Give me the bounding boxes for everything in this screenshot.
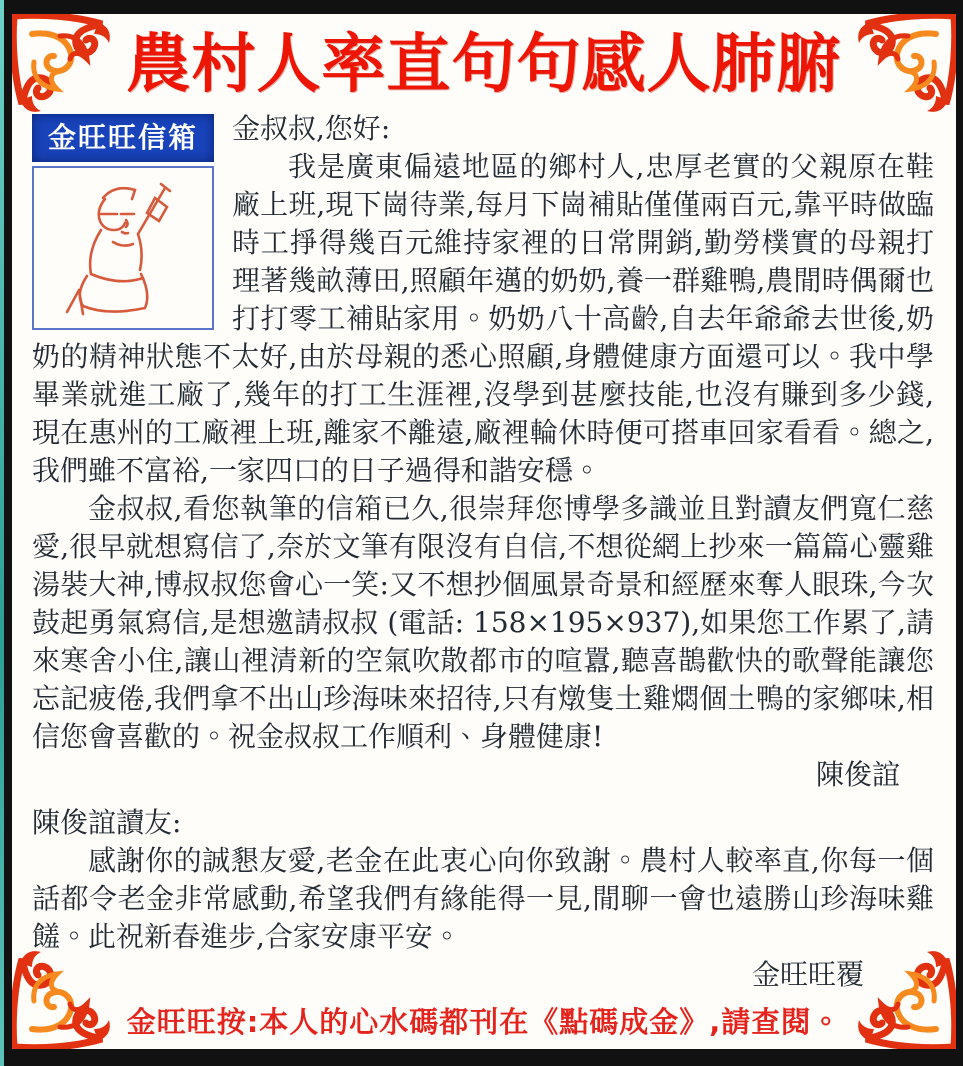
letter-paragraph: 金叔叔,看您執筆的信箱已久,很崇拜您博學多識並且對讀友們寬仁慈愛,很早就想寫信了,奈於文筆有限沒有自信,不想從網上抄來一篇篇心靈雞湯裝大神,博叔叔您會心一笑:又不想抄個風景奇景和經歷來奪人眼珠,今次鼓起勇氣寫信,是想邀請叔叔 (電話: 158×195×937),如果您工作累了,請來寒舍小住,讓山裡清新的空氣吹散都市的喧囂,聽喜鵲歡快的歌聲能讓您忘記疲倦,我們拿不出山珍海味來招待,只有燉隻土雞燜個土鴨的家鄉味,相信您會喜歡的。祝金叔叔工作順利、身體健康! [32,492,934,754]
corner-ornament-icon [852,14,956,118]
reply-salutation: 陳俊誼讀友: [32,806,182,840]
page-title: 農村人率直句句感人肺腑 [126,28,842,102]
man-writing-sketch-icon [43,172,203,324]
article-body [12,104,956,994]
mailbox-sidebar [32,114,214,330]
newspaper-page [12,14,956,1049]
editor-note: 金旺旺按:本人的心水碼都刊在《點碼成金》,請查閱。 [126,1005,842,1039]
reply-signature: 金旺旺覆 [751,958,864,992]
writer-illustration [32,166,214,330]
reply-paragraph: 感謝你的誠懇友愛,老金在此衷心向你致謝。農村人較率直,你每一個話都令老金非常感動,希望我們有緣能得一見,閒聊一會也遠勝山珍海味雞饈。此祝新春進步,合家安康平安。 [32,844,934,954]
corner-ornament-icon [12,14,116,118]
letter-paragraph: 我是廣東偏遠地區的鄉村人,忠厚老實的父親原在鞋廠上班,現下崗待業,每月下崗補貼僅僅兩百元,靠平時做臨時工掙得幾百元維持家裡的日常開銷,勤勞樸實的母親打理著幾畝薄田,照顧年邁的奶奶,養一群雞鴨,農閒時偶爾也打打零工補貼家用。奶奶八十高齡,自去年爺爺去世後,奶奶的精神狀態不太好,由於母親的悉心照顧,身體健康方面還可以。我中學畢業就進工廠了,幾年的打工生涯裡,沒學到甚麼技能,也沒有賺到多少錢,現在惠州的工廠裡上班,離家不離遠,廠裡輪休時便可搭車回家看看。總之,我們雖不富裕,一家四口的日子過得和諧安穩。 [32,150,934,488]
mailbox-label: 金旺旺信箱 [32,114,214,162]
letter-signature: 陳俊誼 [815,758,900,792]
letter-salutation: 金叔叔,您好: [232,112,391,146]
